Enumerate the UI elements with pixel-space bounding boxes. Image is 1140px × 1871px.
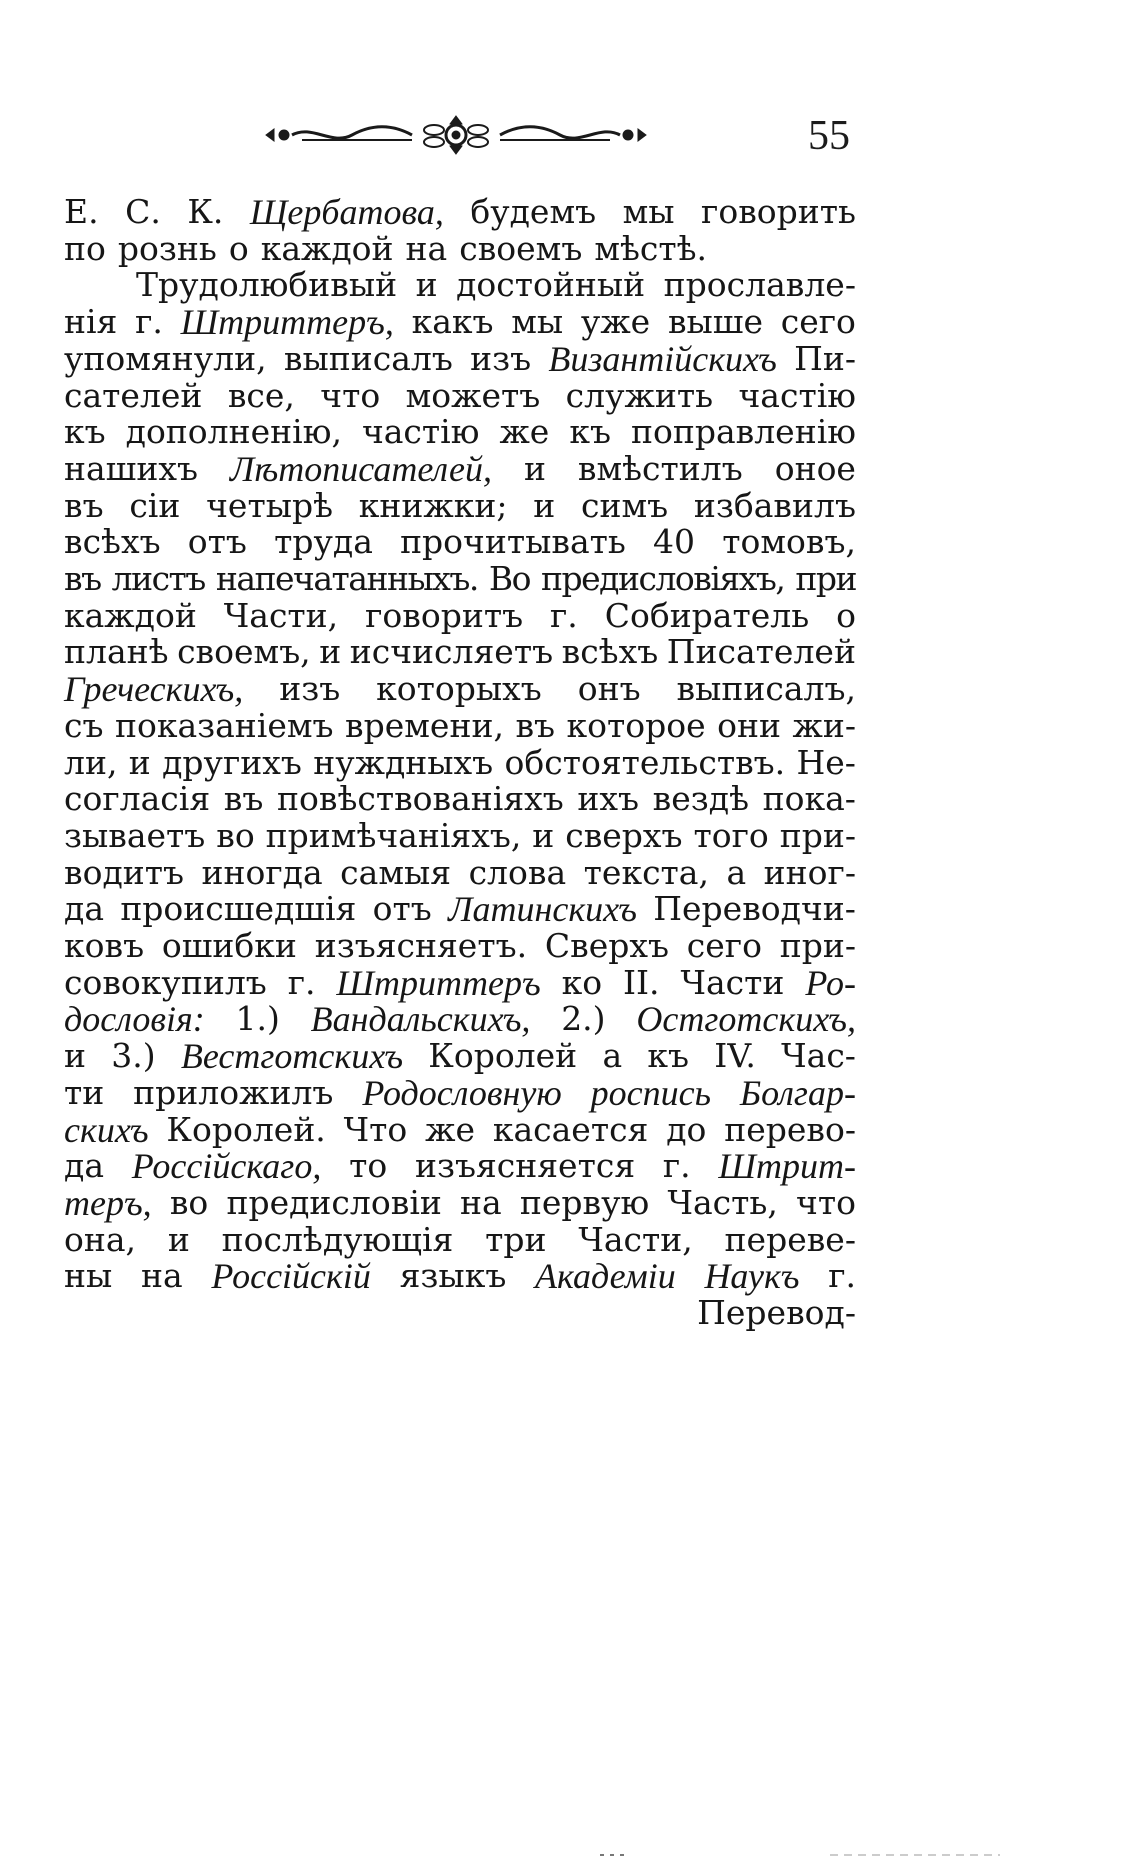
word: а — [726, 853, 747, 892]
word: слова — [468, 853, 567, 892]
word: иног- — [763, 853, 856, 892]
word: къ — [64, 412, 106, 451]
word: ихъ — [577, 779, 640, 818]
italic-word: теръ, — [64, 1183, 152, 1223]
word: на — [405, 229, 448, 268]
word: Части, — [578, 1220, 693, 1259]
italic-word: Штриттеръ — [336, 963, 541, 1003]
italic-word: Греческихъ, — [64, 669, 244, 709]
text-line — [64, 1291, 856, 1335]
word: Не- — [796, 743, 856, 782]
word: на — [141, 1256, 183, 1295]
word: говоритъ — [365, 596, 524, 635]
word: будемъ — [470, 192, 597, 231]
word: да — [64, 1146, 104, 1185]
word: сверхъ — [565, 816, 683, 855]
word: каждой — [260, 229, 394, 268]
word: Перевод- — [697, 1293, 856, 1332]
word: вездѣ — [652, 779, 749, 818]
word: въ — [515, 706, 556, 745]
word: нуждныхъ — [313, 743, 494, 782]
word: всѣхъ — [561, 632, 659, 671]
word: уже — [580, 302, 651, 341]
word: г. — [135, 302, 163, 341]
word: во — [169, 1183, 209, 1222]
word: Е. — [64, 192, 99, 231]
word: 1.) — [235, 999, 280, 1038]
word: какъ — [411, 302, 494, 341]
word: всѣхъ — [64, 522, 161, 561]
word: пока- — [762, 779, 856, 818]
word: текста, — [583, 853, 709, 892]
italic-word: Наукъ — [704, 1256, 800, 1296]
word: при- — [779, 926, 856, 965]
word: достойный — [456, 265, 646, 304]
word: прочитывать — [400, 522, 626, 561]
word: мѣстѣ. — [594, 229, 708, 268]
word: иногда — [201, 853, 323, 892]
word: Час- — [781, 1036, 856, 1075]
word: Писателей — [666, 632, 856, 671]
word: г. — [287, 963, 316, 1002]
word: да — [64, 889, 104, 928]
italic-word: Академіи — [535, 1256, 676, 1296]
word: же — [425, 1110, 475, 1149]
word: къ — [647, 1036, 690, 1075]
word: того — [693, 816, 769, 855]
word: въ — [64, 486, 104, 525]
italic-word: Штриттеръ, — [180, 302, 394, 342]
italic-word: Византійскихъ — [548, 339, 777, 379]
word: сего — [686, 926, 762, 965]
italic-word: Россійскій — [211, 1256, 371, 1296]
word: напечатанныхъ. — [215, 559, 478, 598]
word: можетъ — [405, 376, 541, 415]
word: показаніемъ — [114, 706, 334, 745]
word: перево- — [724, 1110, 856, 1149]
word: изъясняетъ. — [314, 926, 528, 965]
word: то — [349, 1146, 388, 1185]
word: частію — [361, 412, 480, 451]
header-ornament — [262, 112, 650, 158]
word: времени, — [345, 706, 504, 745]
word: и — [319, 632, 342, 671]
word: къ — [569, 412, 611, 451]
word: водитъ — [64, 853, 185, 892]
word: другихъ — [162, 743, 302, 782]
word: во — [216, 816, 255, 855]
word: Часть, — [667, 1183, 778, 1222]
word: а — [602, 1036, 623, 1075]
word: служить — [565, 376, 714, 415]
word: все, — [227, 376, 295, 415]
word: труда — [274, 522, 373, 561]
word: С. — [125, 192, 161, 231]
word: выше — [667, 302, 764, 341]
word: ти — [64, 1073, 105, 1112]
word: мы — [511, 302, 564, 341]
word: повѣствованіяхъ — [277, 779, 564, 818]
word: зываетъ — [64, 816, 206, 855]
word: Части — [680, 963, 785, 1002]
word: частію — [738, 376, 856, 415]
word: прославле- — [663, 265, 856, 304]
word: отъ — [372, 889, 432, 928]
word: жи- — [792, 706, 856, 745]
word: оное — [774, 449, 856, 488]
word: нія — [64, 302, 118, 341]
word: и — [167, 1220, 190, 1259]
word: г. — [550, 596, 578, 635]
word: они — [717, 706, 781, 745]
page-number: 55 — [808, 113, 850, 159]
word: и — [128, 743, 151, 782]
word: листъ — [111, 559, 205, 598]
word: и — [532, 816, 555, 855]
word: въ — [223, 779, 264, 818]
word: выписалъ — [283, 339, 453, 378]
word: обстоятельствъ. — [504, 743, 786, 782]
word: исчисляетъ — [349, 632, 554, 671]
word: и — [523, 449, 546, 488]
word: касается — [492, 1110, 649, 1149]
word: К. — [187, 192, 224, 231]
word: изъясняется — [414, 1146, 636, 1185]
word: Собиратель — [604, 596, 810, 635]
word: Пи- — [794, 339, 856, 378]
word: отъ — [187, 522, 247, 561]
italic-word: Вандальскихъ, — [310, 999, 531, 1039]
word: г. — [662, 1146, 691, 1185]
word: Трудолюбивый — [136, 265, 398, 304]
word: Переводчи- — [653, 889, 856, 928]
word: симъ — [580, 486, 669, 525]
word: совокупилъ — [64, 963, 267, 1002]
word: при- — [779, 816, 856, 855]
word: по — [64, 229, 106, 268]
word: изъ — [279, 669, 341, 708]
word: Что — [343, 1110, 408, 1149]
italic-word: Родословную — [362, 1073, 562, 1113]
word: выписалъ, — [676, 669, 856, 708]
word: происшедшія — [120, 889, 357, 928]
word: при — [795, 559, 856, 598]
word: 40 — [653, 522, 696, 561]
italic-word: Вестготскихъ — [180, 1036, 404, 1076]
italic-word: дословія: — [64, 999, 205, 1039]
word: Королей. — [166, 1110, 326, 1149]
word: она, — [64, 1220, 137, 1259]
word: съ — [64, 706, 104, 745]
word: рознь — [117, 229, 217, 268]
word: изъ — [470, 339, 532, 378]
word: три — [485, 1220, 547, 1259]
word: сіи — [129, 486, 181, 525]
word: на — [460, 1183, 502, 1222]
word: говорить — [701, 192, 856, 231]
italic-word: скихъ — [64, 1110, 149, 1150]
word: сателей — [64, 376, 203, 415]
word: мы — [622, 192, 675, 231]
word: Части, — [223, 596, 339, 635]
word: предисловіяхъ, — [541, 559, 785, 598]
word: и — [415, 265, 438, 304]
italic-word: Остготскихъ, — [636, 999, 856, 1039]
word: поправленію — [630, 412, 856, 451]
word: послѣдующія — [221, 1220, 454, 1259]
word: томовъ, — [722, 522, 856, 561]
italic-word: Россійскаго, — [131, 1146, 322, 1186]
scan-artifact — [600, 1850, 1000, 1860]
word: которыхъ — [376, 669, 542, 708]
word: 2.) — [561, 999, 606, 1038]
word: что — [320, 376, 381, 415]
italic-word: Штрит- — [718, 1146, 856, 1186]
word: и — [64, 1036, 86, 1075]
word: переве- — [724, 1220, 856, 1259]
word: Во — [488, 559, 530, 598]
word: предисловіи — [226, 1183, 442, 1222]
word: избавилъ — [693, 486, 856, 525]
word: которое — [566, 706, 706, 745]
word: сего — [780, 302, 856, 341]
italic-word: Щербатова, — [249, 192, 444, 232]
word: II. — [622, 963, 660, 1002]
word: о — [228, 229, 249, 268]
word: своемъ — [459, 229, 583, 268]
word: ко — [561, 963, 603, 1002]
italic-word: Ро- — [805, 963, 856, 1003]
word: нашихъ — [64, 449, 198, 488]
word: г. — [828, 1256, 856, 1295]
word: вмѣстилъ — [577, 449, 743, 488]
word: IV. — [714, 1036, 756, 1075]
italic-word: Латинскихъ — [448, 889, 637, 929]
word: первую — [519, 1183, 650, 1222]
italic-word: Лѣтописателей, — [229, 449, 492, 489]
word: согласія — [64, 779, 211, 818]
word: ковъ — [64, 926, 145, 965]
word: до — [666, 1110, 707, 1149]
word: ны — [64, 1256, 113, 1295]
word: приложилъ — [133, 1073, 334, 1112]
word: и — [533, 486, 556, 525]
word: книжки; — [358, 486, 508, 525]
italic-word: Болгар- — [739, 1073, 856, 1113]
word: каждой — [64, 596, 197, 635]
word: что — [796, 1183, 856, 1222]
word: упомянули, — [64, 339, 267, 378]
word: ли, — [64, 743, 118, 782]
word: о — [836, 596, 856, 635]
word: своемъ, — [177, 632, 311, 671]
word: 3.) — [111, 1036, 156, 1075]
word: дополненію, — [125, 412, 342, 451]
word: Королей — [428, 1036, 578, 1075]
word: въ — [64, 559, 101, 598]
word: ошибки — [161, 926, 297, 965]
word: же — [499, 412, 550, 451]
word: онъ — [577, 669, 641, 708]
word: четырѣ — [206, 486, 334, 525]
word: самыя — [340, 853, 452, 892]
italic-word: роспись — [590, 1073, 711, 1113]
word: планѣ — [64, 632, 169, 671]
word: Сверхъ — [544, 926, 669, 965]
word: языкъ — [399, 1256, 507, 1295]
word: примѣчаніяхъ, — [265, 816, 522, 855]
